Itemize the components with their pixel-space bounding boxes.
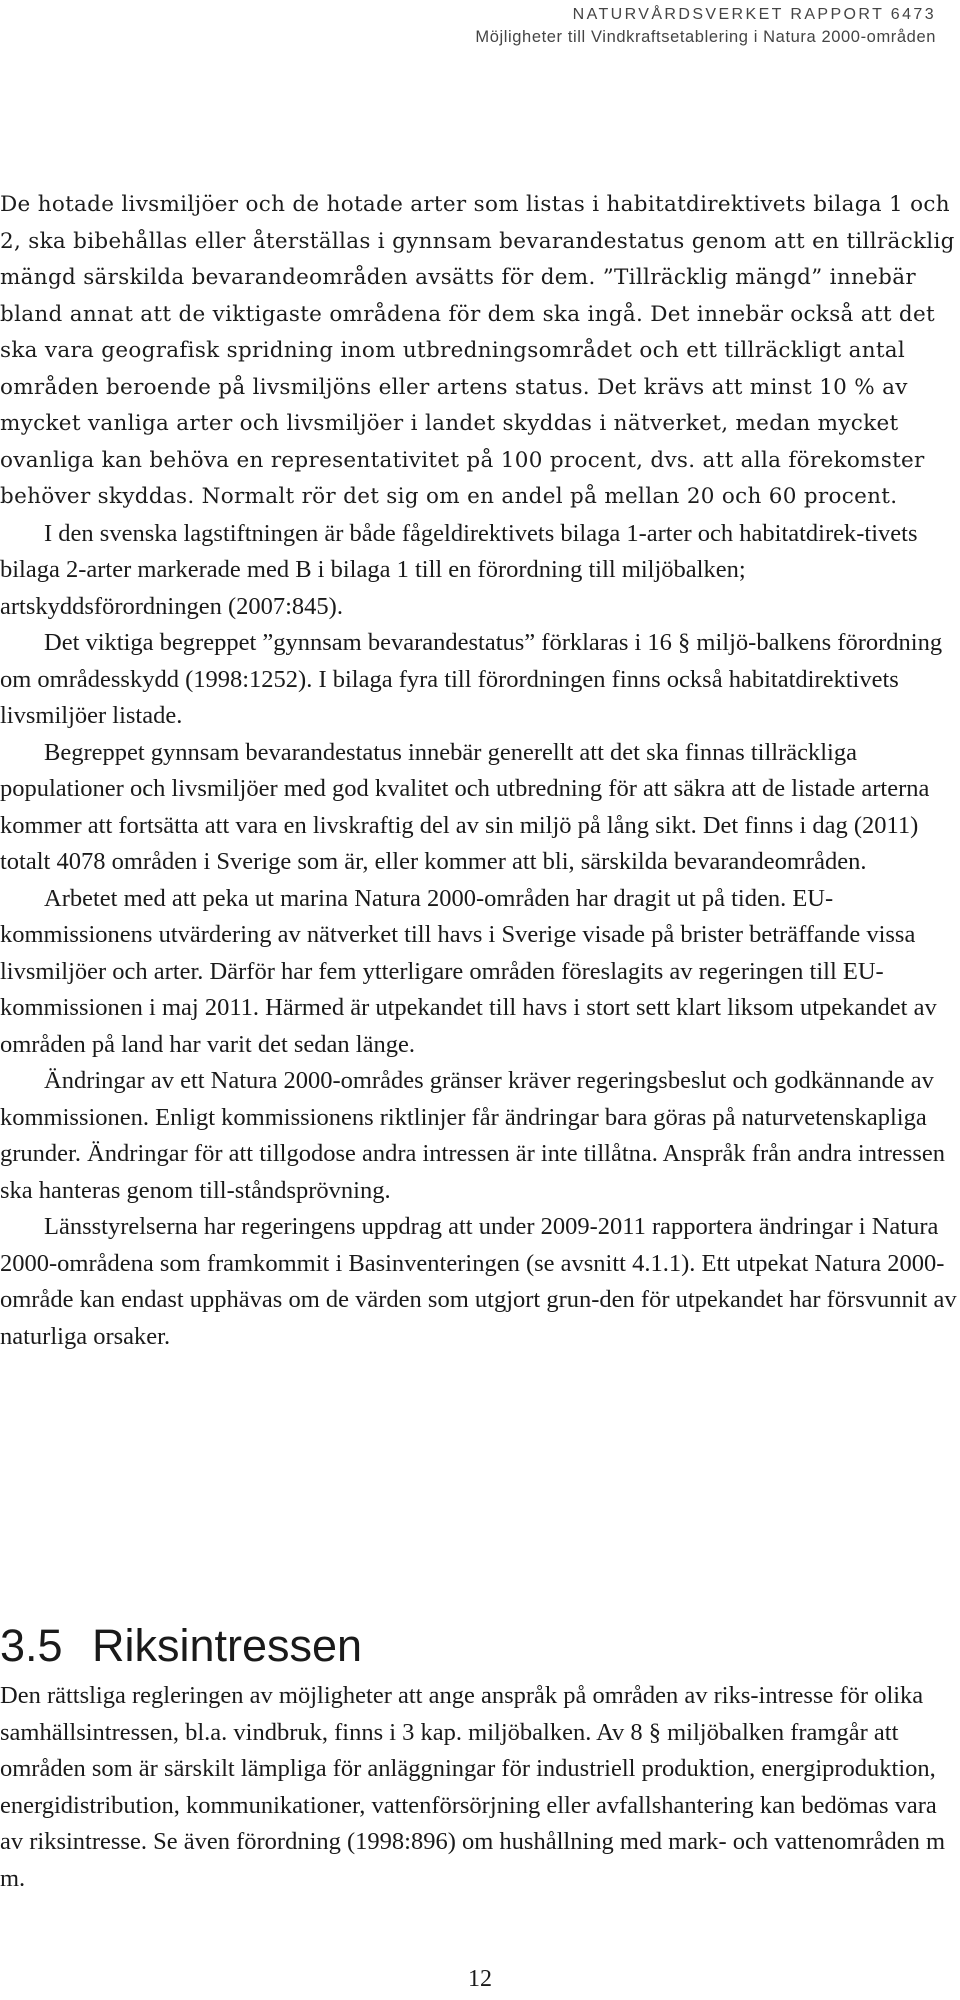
report-title: Möjligheter till Vindkraftsetablering i Natura 2000-områden: [475, 28, 936, 46]
running-header: [475, 4, 936, 48]
section-riksintressen: [0, 1616, 960, 1897]
paragraph: De hotade livsmiljöer och de hotade arter som listas i habitatdirektivets bilaga 1 och 2, ska bibehållas eller återställas i gynnsam bevarandestatus genom att en tillräcklig mängd särskilda bevarandeområden avsätts för dem. ”Tillräcklig mängd” innebär bland annat att de viktigaste områdena för dem ska ingå. Det innebär också att det ska vara geografisk spridning inom utbredningsområdet och ett tillräckligt antal områden beroende på livsmiljöns eller artens status. Det krävs att minst 10 % av mycket vanliga arter och livsmiljöer i landet skyddas i nätverket, medan mycket ovanliga kan behöva en representativitet på 100 procent, dvs. att alla förekomster behöver skyddas. Normalt rör det sig om en andel på mellan 20 och 60 procent.: [0, 192, 955, 509]
paragraph: I den svenska lagstiftningen är både fågeldirektivets bilaga 1-arter och habitatdirek-tivets bilaga 2-arter markerade med B i bilaga 1 till en förordning till miljöbalken; artskyddsförordningen (2007:845).: [0, 519, 918, 620]
report-number: NATURVÅRDSVERKET RAPPORT 6473: [572, 6, 936, 23]
paragraph: Begreppet gynnsam bevarandestatus innebär generellt att det ska finnas tillräckliga populationer och livsmiljöer med god kvalitet och utbredning för att säkra att de listade arterna kommer att fortsätta att vara en livskraftig del av sin miljö på lång sikt. Det finns i dag (2011) totalt 4078 områden i Sverige som är, eller kommer att bli, särskilda bevarandeområden.: [0, 738, 930, 875]
section-number: 3.5: [0, 1620, 63, 1671]
section-title: Riksintressen: [92, 1620, 363, 1671]
paragraph: Den rättsliga regleringen av möjligheter att ange anspråk på områden av riks-intresse för olika samhällsintressen, bl.a. vindbruk, finns i 3 kap. miljöbalken. Av 8 § miljöbalken framgår att områden som är särskilt lämpliga för anläggningar för industriell produktion, energiproduktion, energidistribution, kommunikationer, vattenförsörjning eller avfallshantering kan bedömas vara av riksintresse. Se även förordning (1998:896) om hushållning med mark- och vattenområden m m.: [0, 1682, 946, 1892]
page-number: 12: [468, 1966, 492, 1992]
paragraph: Ändringar av ett Natura 2000-områdes gränser kräver regeringsbeslut och godkännande av kommissionen. Enligt kommissionens riktlinjer får ändringar bara göras på naturvetenskapliga grunder. Ändringar för att tillgodose andra intressen är inte tillåtna. Anspråk från andra intressen ska hanteras genom till-ståndsprövning.: [0, 1067, 945, 1204]
paragraph: Länsstyrelserna har regeringens uppdrag att under 2009-2011 rapportera ändringar i Natura 2000-områdena som framkommit i Basinventeringen (se avsnitt 4.1.1). Ett utpekat Natura 2000-område kan endast upphävas om de värden som utgjort grun-den för utpekandet har försvunnit av naturliga orsaker.: [0, 1213, 957, 1350]
main-text: [0, 187, 960, 1355]
paragraph: Det viktiga begreppet ”gynnsam bevarandestatus” förklaras i 16 § miljö-balkens förordning om områdesskydd (1998:1252). I bilaga fyra till förordningen finns också habitatdirektivets livsmiljöer listade.: [0, 629, 943, 729]
section-heading: [0, 1616, 960, 1676]
paragraph: Arbetet med att peka ut marina Natura 2000-områden har dragit ut på tiden. EU-kommissionens utvärdering av nätverket till havs i Sverige visade på brister beträffande vissa livsmiljöer och arter. Därför har fem ytterligare områden föreslagits av regeringen till EU-kommissionen i maj 2011. Härmed är utpekandet till havs i stort sett klart liksom utpekandet av områden på land har varit det sedan länge.: [0, 884, 937, 1058]
